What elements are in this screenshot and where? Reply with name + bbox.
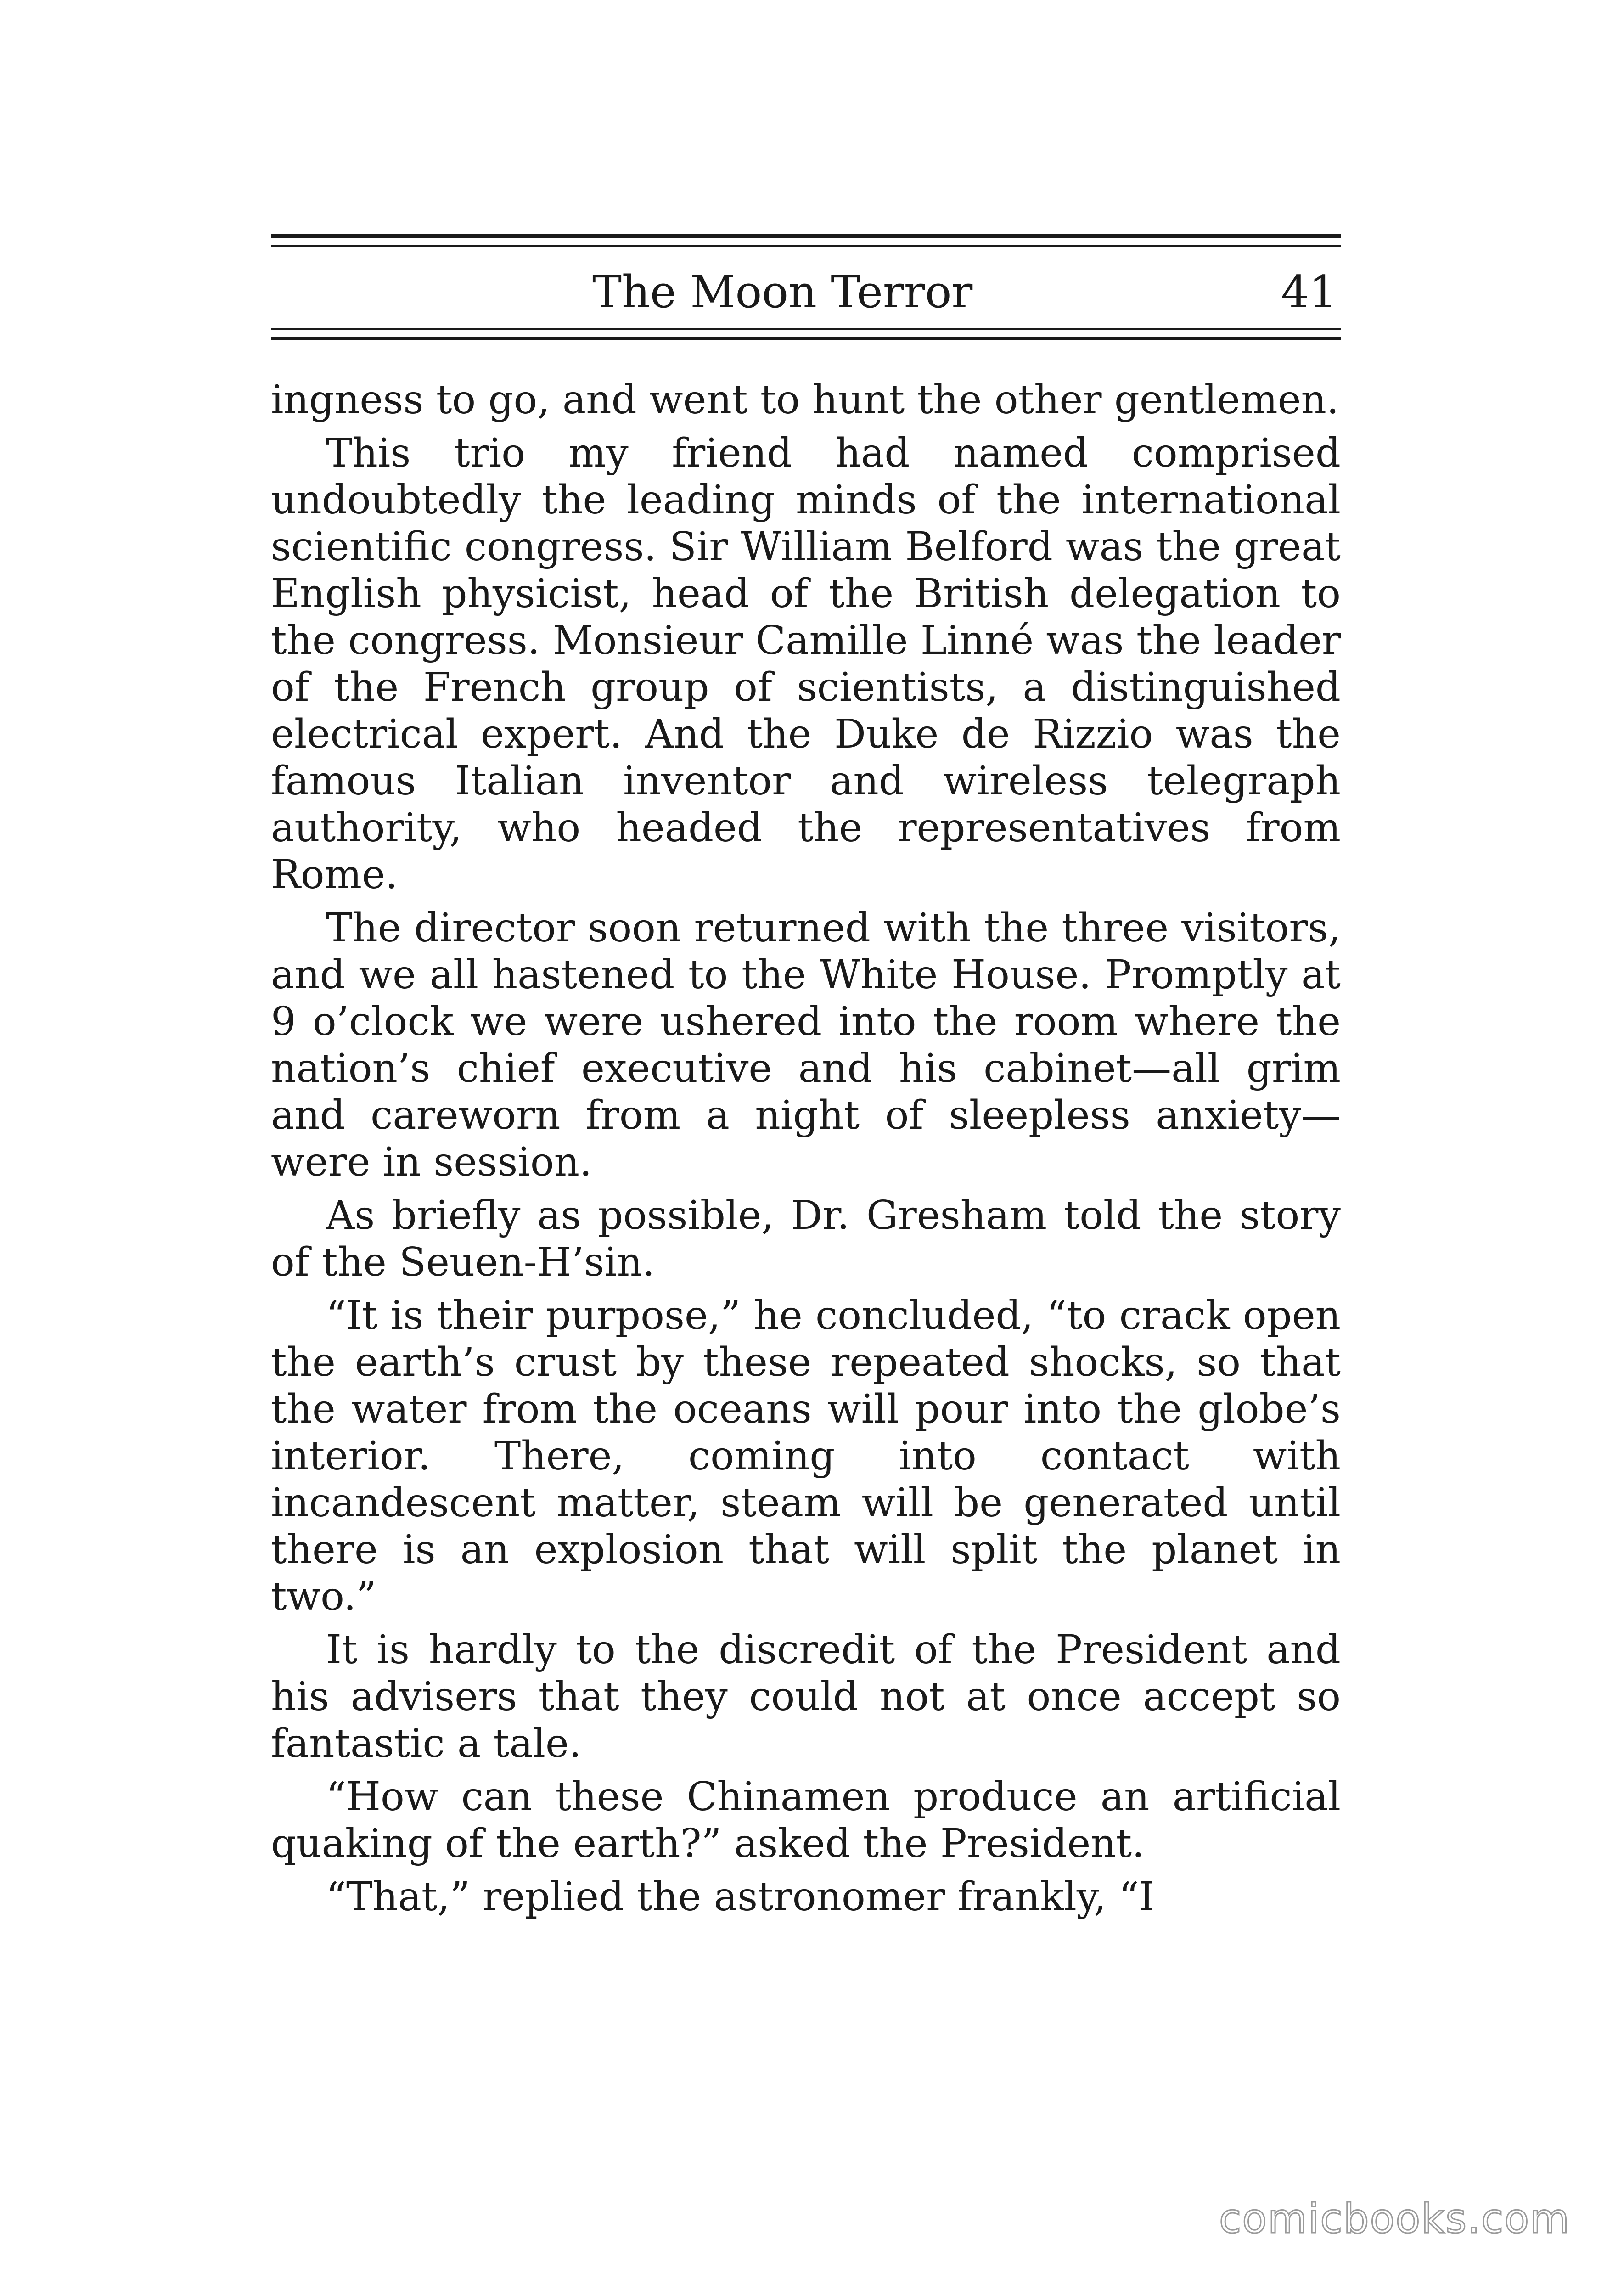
- page-number: 41: [1281, 266, 1337, 318]
- header-rule-bottom: [271, 328, 1341, 347]
- paragraph-8: “That,” replied the astronomer frankly, “I: [326, 1874, 1155, 1920]
- header-rule-top-thin: [271, 245, 1341, 247]
- paragraph-2: This trio my friend had named comprised undoubtedly the leading minds of the international scientific congress. Sir William Belford was the great English physicist, head of the British delegation to the congress. Monsieur Camille Linné was the leader of the French group of scientists, a distinguished electrical expert. And the Duke de Rizzio was the famous Italian inventor and wireless telegraph authority, who headed the representatives from Rome.: [271, 430, 1341, 898]
- header-rule-bottom-thin: [271, 328, 1341, 330]
- running-title: The Moon Terror: [592, 266, 973, 318]
- paragraph-5: “It is their purpose,” he concluded, “to crack open the earth’s crust by these repeated shocks, so that the water from the oceans will pour into the globe’s interior. There, coming into contact with incandescent matter, steam will be generated until there is an explosion that will split the planet in two.”: [271, 1293, 1341, 1620]
- paragraph-1: ingness to go, and went to hunt the other gentlemen.: [271, 377, 1339, 423]
- header-rule-top-thick: [271, 234, 1341, 238]
- paragraph-7: “How can these Chinamen produce an artificial quaking of the earth?” asked the President.: [271, 1774, 1341, 1867]
- header-rule-bottom-thick: [271, 337, 1341, 340]
- header-rule-top: [271, 234, 1341, 253]
- site-watermark: comicbooks.com: [1219, 2195, 1570, 2242]
- body-text: [271, 377, 1341, 1927]
- paragraph-3: The director soon returned with the three visitors, and we all hastened to the White House. Promptly at 9 o’clock we were ushered into the room where the nation’s chief executive and his cabinet—all grim and careworn from a night of sleepless anxiety—were in session.: [271, 905, 1341, 1185]
- paragraph-6: It is hardly to the discredit of the President and his advisers that they could not at once accept so fantastic a tale.: [271, 1627, 1341, 1767]
- paragraph-4: As briefly as possible, Dr. Gresham told the story of the Seuen-H’sin.: [271, 1193, 1341, 1285]
- running-head: [271, 262, 1341, 321]
